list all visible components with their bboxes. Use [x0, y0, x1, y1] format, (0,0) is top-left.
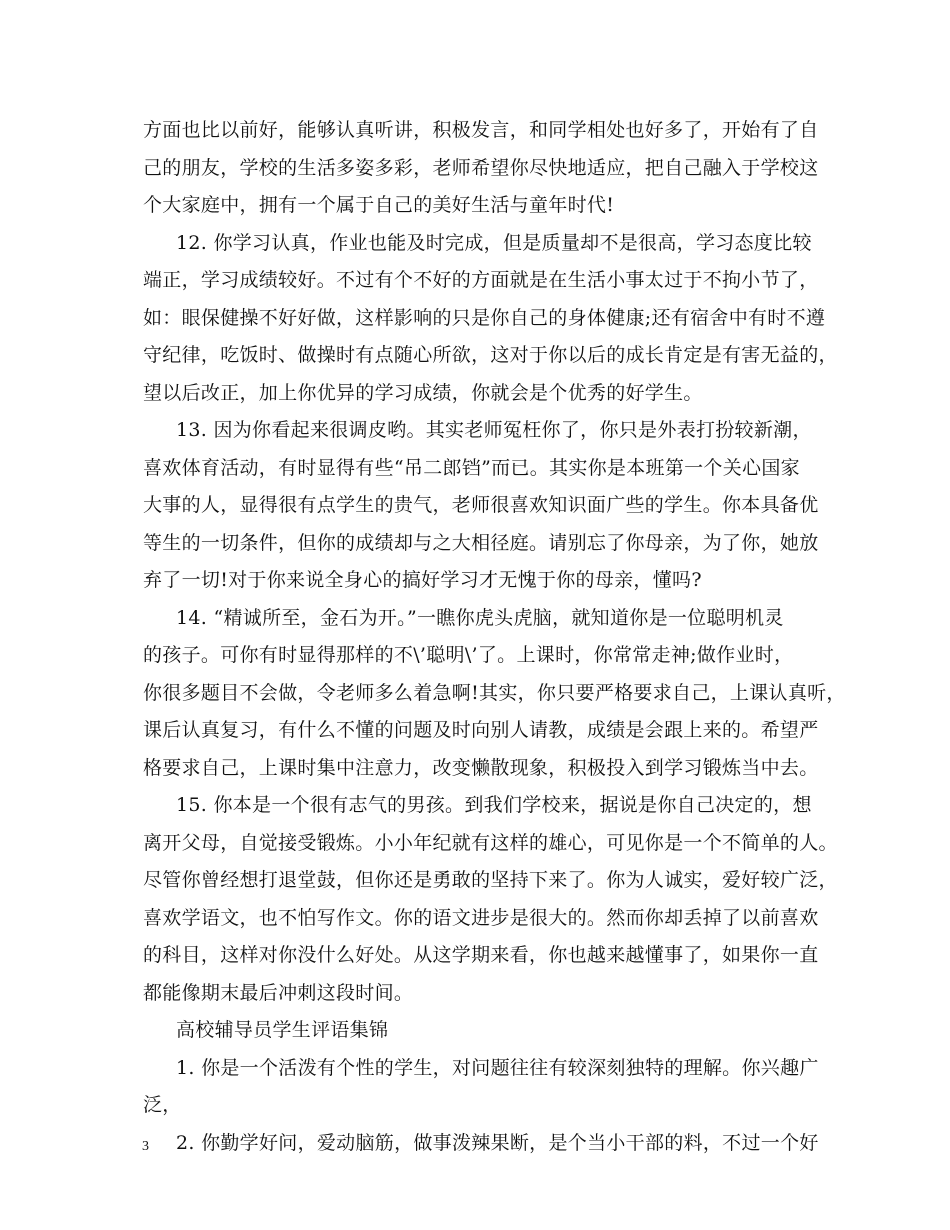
text-line: 课后认真复习，有什么不懂的问题及时向别人请教，成绩是会跟上来的。希望严	[143, 719, 819, 741]
text-line: 弃了一切!对于你来说全身心的搞好学习才无愧于你的母亲，懂吗?	[143, 569, 702, 591]
text-line: 守纪律，吃饭时、做操时有点随心所欲，这对于你以后的成长肯定是有害无益的，	[143, 344, 838, 366]
text-line: 尽管你曾经想打退堂鼓，但你还是勇敢的坚持下来了。你为人诚实，爱好较广泛，	[143, 869, 838, 891]
text-line: 的科目，这样对你没什么好处。从这学期来看，你也越来越懂事了，如果你一直	[143, 944, 819, 966]
text-line: 喜欢学语文，也不怕写作文。你的语文进步是很大的。然而你却丢掉了以前喜欢	[143, 907, 819, 929]
paragraph-12-start: 12. 你学习认真，作业也能及时完成，但是质量却不是很高，学习态度比较	[176, 232, 812, 254]
text-line: 的孩子。可你有时显得那样的不\’聪明\’了。上课时，你常常走神;做作业时，	[143, 644, 794, 666]
text-line: 如：眼保健操不好好做，这样影响的只是你自己的身体健康;还有宿舍中有时不遵	[143, 307, 826, 329]
text-line: 喜欢体育活动，有时显得有些“吊二郎铛”而已。其实你是本班第一个关心国家	[143, 457, 800, 479]
text-line: 己的朋友，学校的生活多姿多彩，老师希望你尽快地适应，把自己融入于学校这	[143, 157, 819, 179]
text-line: 都能像期末最后冲刺这段时间。	[143, 982, 414, 1004]
text-line: 离开父母，自觉接受锻炼。小小年纪就有这样的雄心，可见你是一个不简单的人。	[143, 832, 838, 854]
paragraph-14-start: 14. “精诚所至，金石为开。”一瞧你虎头虎脑，就知道你是一位聪明机灵	[176, 607, 784, 629]
text-line: 泛，	[143, 1094, 182, 1116]
paragraph-15-start: 15. 你本是一个很有志气的男孩。到我们学校来，据说是你自己决定的，想	[176, 794, 812, 816]
text-line: 望以后改正，加上你优异的学习成绩，你就会是个优秀的好学生。	[143, 382, 703, 404]
text-line: 等生的一切条件，但你的成绩却与之大相径庭。请别忘了你母亲，为了你，她放	[143, 532, 819, 554]
text-line: 方面也比以前好，能够认真听讲，积极发言，和同学相处也好多了，开始有了自	[143, 119, 819, 141]
list-item-1-start: 1. 你是一个活泼有个性的学生，对问题往往有较深刻独特的理解。你兴趣广	[176, 1057, 819, 1079]
paragraph-13-start: 13. 因为你看起来很调皮哟。其实老师冤枉你了，你只是外表打扮较新潮，	[176, 419, 812, 441]
page-number: 3	[142, 1139, 149, 1154]
text-line: 大事的人，显得很有点学生的贵气，老师很喜欢知识面广些的学生。你本具备优	[143, 494, 819, 516]
text-line: 个大家庭中，拥有一个属于自己的美好生活与童年时代!	[143, 194, 615, 216]
section-heading: 高校辅导员学生评语集锦	[176, 1019, 389, 1041]
text-line: 端正，学习成绩较好。不过有个不好的方面就是在生活小事太过于不拘小节了，	[143, 269, 819, 291]
text-line: 你很多题目不会做，令老师多么着急啊!其实，你只要严格要求自己，上课认真听，	[143, 682, 846, 704]
list-item-2-start: 2. 你勤学好问，爱动脑筋，做事泼辣果断，是个当小干部的料，不过一个好	[176, 1132, 819, 1154]
text-line: 格要求自己，上课时集中注意力，改变懒散现象，积极投入到学习锻炼当中去。	[143, 757, 819, 779]
